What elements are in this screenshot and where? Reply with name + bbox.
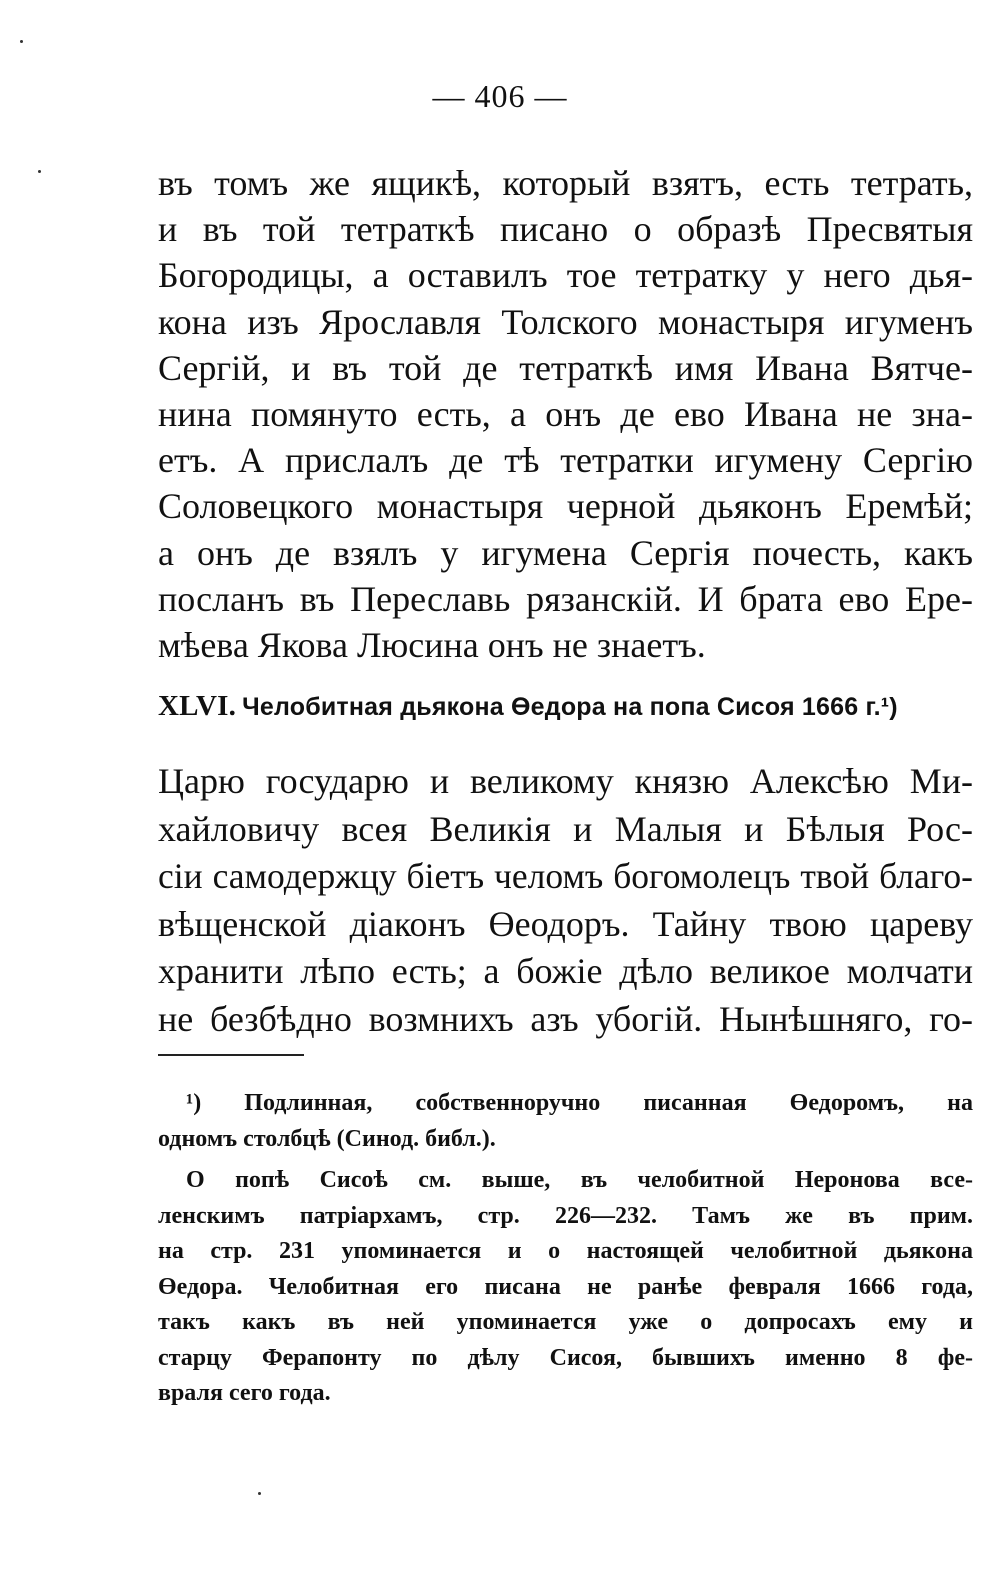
text-line: етъ. А прислалъ де тѣ тетратки игумену Сергію: [158, 440, 973, 481]
text-line: вѣщенской діаконъ Өеодоръ. Тайну твою цареву: [158, 903, 973, 944]
text-line: хайловичу всея Великія и Малыя и Бѣлыя Рос-: [158, 808, 973, 849]
footnote-divider: [158, 1054, 304, 1056]
footnote-line: враля сего года.: [158, 1380, 331, 1406]
text-line: нина помянуто есть, а онъ де ево Ивана не зна-: [158, 393, 973, 434]
speck: [38, 170, 41, 173]
text-line: посланъ въ Переславь рязанскій. И брата ево Ере-: [158, 578, 973, 619]
footnote-line: Өедора. Челобитная его писана не ранѣе февраля 1666 года,: [158, 1273, 973, 1300]
text-line: Царю государю и великому князю Алексѣю Ми-: [158, 761, 973, 801]
speck: [20, 40, 23, 43]
paragraph-1: [158, 160, 973, 668]
footnote-line: О попѣ Сисоѣ см. выше, въ челобитной Неронова все-: [186, 1167, 973, 1193]
footnote-line: одномъ столбцѣ (Синод. библ.).: [158, 1125, 496, 1152]
text-line: хранити лѣпо есть; а божіе дѣло великое молчати: [158, 951, 973, 992]
text-line: не безбѣдно возмнихъ азъ убогій. Нынѣшняго, го-: [158, 998, 973, 1039]
section-title: Челобитная дьякона Өедора на попа Сисоя 1666 г.¹): [242, 693, 898, 721]
paragraph-2: [158, 758, 973, 1044]
footnote-2: [158, 1163, 973, 1412]
footnote-line: старцу Ферапонту по дѣлу Сисоя, бывшихъ именно 8 фе-: [158, 1344, 973, 1371]
text-line: въ томъ же ящикѣ, который взятъ, есть тетрать,: [158, 163, 973, 203]
footnote-line: ¹) Подлинная, собственноручно писанная Өедоромъ, на: [186, 1090, 973, 1116]
page-number: — 406 —: [432, 78, 568, 114]
footnote-line: на стр. 231 упоминается и о настоящей челобитной дьякона: [158, 1238, 973, 1264]
footnote-1: [158, 1086, 973, 1157]
footnote-line: ленскимъ патріархамъ, стр. 226—232. Тамъ же въ прим.: [158, 1202, 973, 1229]
footnote-line: такъ какъ въ ней упоминается уже о допросахъ ему и: [158, 1309, 973, 1335]
text-line: и въ той тетраткѣ писано о образѣ Пресвятыя: [158, 209, 973, 250]
text-line: сіи самодержцу біетъ челомъ богомолецъ твой благо-: [158, 856, 973, 897]
section-number: XLVI.: [158, 690, 237, 722]
section-heading: [158, 690, 973, 723]
text-line: а онъ де взялъ у игумена Сергія почесть, какъ: [158, 532, 973, 573]
text-line: мѣева Якова Люсина онъ не знаетъ.: [158, 624, 706, 665]
speck: [258, 1492, 261, 1495]
text-line: кона изъ Ярославля Толского монастыря игуменъ: [158, 301, 973, 342]
text-line: Соловецкого монастыря черной дьяконъ Еремѣй;: [158, 486, 973, 527]
text-line: Сергій, и въ той де тетраткѣ имя Ивана Вятче-: [158, 347, 973, 388]
text-line: Богородицы, а оставилъ тое тетратку у него дья-: [158, 255, 973, 296]
